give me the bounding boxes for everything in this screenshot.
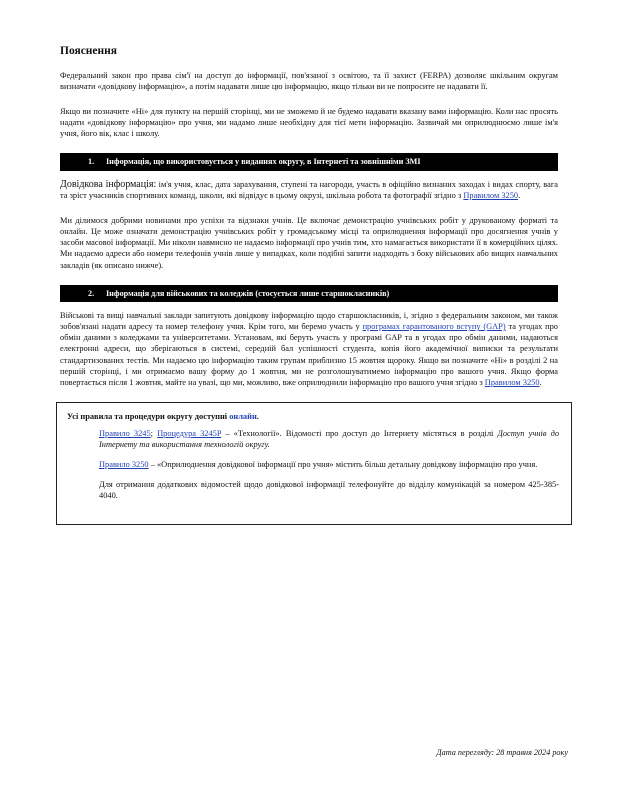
section-1-number: 1. (88, 157, 95, 167)
section-2-number: 2. (88, 288, 95, 298)
section-2-text-a: Військові та вищі навчальні заклади запитують довідкову інформацію щодо старшокласників, і, згідно з федеральним законом, ми також зобов'язані надати адресу та номер телефону учня. Крім того, ми беремо участь у (60, 311, 558, 332)
contact-text: Для отримання додаткових відомостей щодо довідкової інформації телефонуйте до відділу комунікацій за номером 425-385-4040. (99, 480, 559, 501)
intro-paragraph: Федеральний закон про права сім'ї на доступ до інформації, пов'язаної з освітою, та її захист (FERPA) дозволяє шкільним округам визначати «довідкову інформацію», а потім надавати лише цю інформацію, якщо тільки ви не попросите не надавати її. (60, 71, 558, 92)
section-1-directory-info: Довідкова інформація: ім'я учня, клас, дата зарахування, ступені та нагороди, участь в офіційно визнаних заходах і видах спорту, вага та зріст учасників спортивних команд, школи, які відвідує в цьому окрузі, шкільна робота та фотографії згідно з Правилом 3250. (60, 178, 558, 201)
list-item (79, 428, 559, 450)
section-1-heading (60, 153, 558, 171)
technology-text: – «Технології». Відомості про доступ до Інтернету містяться в розділі (221, 428, 498, 438)
policies-title-text: Усі правила та процедури округу доступні (67, 411, 230, 421)
internet-access-section-title: Доступ учнів до Інтернету та використання технологій округу. (99, 428, 560, 449)
policy-3250-link-2[interactable]: Правилом 3250 (484, 377, 540, 387)
page-title: Пояснення (60, 45, 118, 57)
bullet-icon (79, 428, 99, 450)
section-2-text-b: та угодах про обмін даними з коледжами та університетами. Установам, які беруть участь у програмі GAP та в угодах про обмін даними, надаються електронні адреси, що зберігаються в системі, середній бал успішності студента, копія його академічної виписки та результати стандартизованих тестів. Ми надаємо цю інформацію таким групам приблизно 15 жовтня щороку. Якщо ви позначите «Ні» в розділі 2 на першій сторінці, і ми отримаємо вашу форму до 1 жовтня, ми не розголошуватимемо інформацію про вашого учня. Якщо форма повертається після 1 жовтня, майте на увазі, що ми, можливо, вже оприлюднили інформацію про вашого учня згідно з (60, 322, 558, 387)
policy-3250-link[interactable]: Правилом 3250 (463, 191, 519, 201)
gap-program-link[interactable]: програмах гарантованого вступу (GAP) (362, 322, 506, 332)
bullet-icon (79, 479, 99, 501)
policy-3250-link-3[interactable]: Правило 3250 (99, 460, 149, 470)
policy-3245-link[interactable]: Правило 3245 (99, 428, 151, 438)
policies-box (56, 402, 572, 526)
section-1-heading-text: Інформація, що використовується у виданнях округу, в Інтернеті та зовнішніми ЗМІ (106, 157, 421, 167)
bullet-icon (79, 459, 99, 470)
revision-date: Дата перегляду: 28 травня 2024 року (436, 748, 568, 757)
section-1-sharing-paragraph: Ми ділимося добрими новинами про успіхи та відзнаки учнів. Це включає демонстрацію учнівських робіт у друкованому форматі та онлайн. Це може означати демонстрацію учнівських робіт у громадському місці та оприлюднення інформації про досягнення учнів у засоби масової інформації. Ми ніколи навмисно не надаємо інформації про учнів тим, хто намагається використати її в комерційних цілях. Ми надаємо адреси або номери телефонів учнів лише у випадках, коли подібні запити надходять з боку військових або вищих навчальних закладів (як описано нижче). (60, 216, 558, 270)
section-2-paragraph: Військові та вищі навчальні заклади запитують довідкову інформацію щодо старшокласників, і, згідно з федеральним законом, ми також зобов'язані надати адресу та номер телефону учня. Крім того, ми беремо участь у програмах гарантованого вступу (GAP) та угодах про обмін даними з коледжами та університетами. Установам, які беруть участь у програмі GAP та в угодах про обмін даними, надаються електронні адреси, що зберігаються в системі, середній бал успішності студента, копія його академічної виписки та результати стандартизованих тестів. Ми надаємо цю інформацію таким групам приблизно 15 жовтня щороку. Якщо ви позначите «Ні» в розділі 2 на першій сторінці, і ми отримаємо вашу форму до 1 жовтня, ми не розголошуватимемо інформацію про вашого учня. Якщо форма повертається після 1 жовтня, майте на увазі, що ми, можливо, вже оприлюднили інформацію про вашого учня згідно з Правилом 3250. (60, 311, 558, 387)
link-separator: ; (150, 428, 158, 438)
opt-out-paragraph: Якщо ви позначите «Ні» для пункту на першій сторінці, ми не зможемо й не будемо надавати вказану вами інформацію. Коли нас просять надати «довідкову інформацію» про учня, ми надамо лише необхідну для тієї мети інформацію. Зазвичай ми оприлюднюємо лише ім'я учня, його вік, клас і школу. (60, 107, 558, 139)
directory-info-lead: Довідкова інформація: (60, 178, 157, 190)
online-link[interactable]: онлайн (229, 411, 257, 421)
section-2-heading (60, 285, 558, 303)
section-2-heading-text: Інформація для військових та коледжів (стосується лише старшокласників) (106, 288, 390, 298)
directory-info-text: ім'я учня, клас, дата зарахування, ступені та нагороди, участь в офіційно визнаних заходах і видах спорту, вага та зріст учасників спортивних команд, школи, які відвідує в цьому окрузі, шкільна робота та фотографії згідно з (60, 179, 558, 201)
list-item (79, 459, 559, 470)
policies-box-title: Усі правила та процедури округу доступні онлайн. (67, 411, 259, 421)
release-text: – «Оприлюднення довідкової інформації про учня» містить більш детальну довідкову інформацію про учня. (148, 460, 538, 470)
procedure-3245p-link[interactable]: Процедура 3245P (157, 428, 222, 438)
list-item (79, 479, 559, 501)
